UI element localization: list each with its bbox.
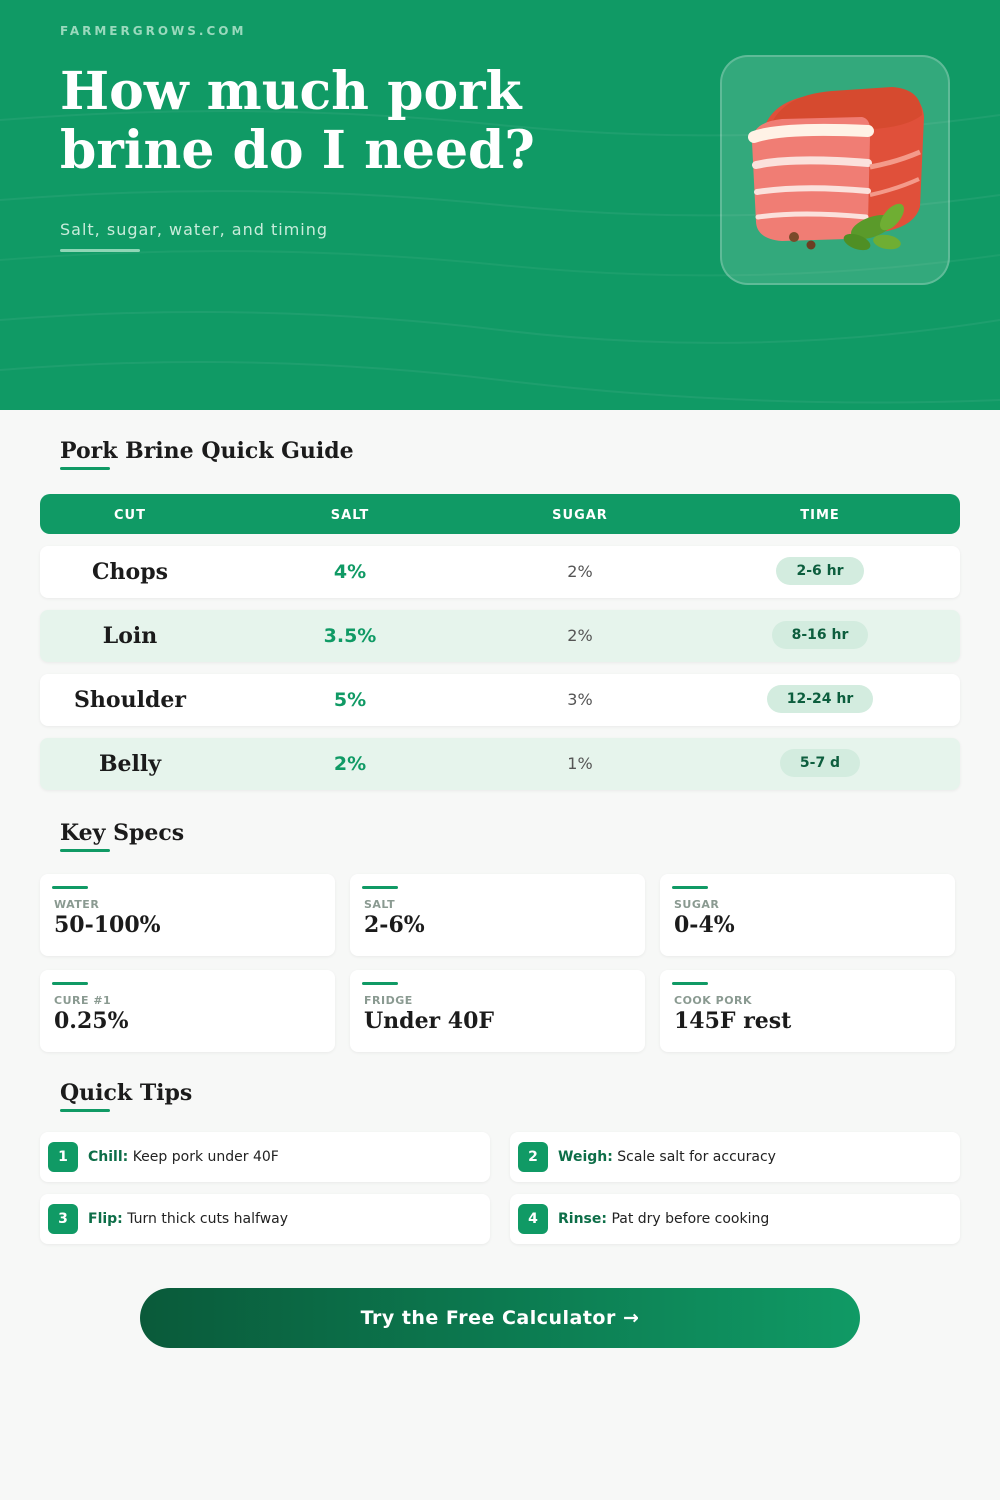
spec-value: Under 40F <box>364 1008 495 1034</box>
sugar-value: 2% <box>567 562 593 581</box>
tip-description: Scale salt for accuracy <box>617 1149 776 1165</box>
tip-card <box>40 1194 490 1244</box>
tip-description: Keep pork under 40F <box>132 1149 279 1165</box>
spec-accent-bar <box>672 886 708 889</box>
hero-banner <box>0 0 1000 410</box>
salt-value: 3.5% <box>323 625 377 647</box>
cut-name: Chops <box>92 559 168 585</box>
table-row <box>40 674 960 726</box>
spec-card-water <box>40 874 335 956</box>
time-cell <box>720 610 920 662</box>
tip-text <box>558 1132 776 1182</box>
tip-text <box>88 1194 288 1244</box>
tip-text <box>558 1194 769 1244</box>
tip-keyword: Flip: <box>88 1211 123 1227</box>
time-badge: 5-7 d <box>780 749 860 777</box>
tip-number-badge: 2 <box>518 1142 548 1172</box>
tip-text <box>88 1132 279 1182</box>
spec-label: COOK PORK <box>674 994 753 1007</box>
tip-keyword: Chill: <box>88 1149 129 1165</box>
tip-keyword: Rinse: <box>558 1211 607 1227</box>
cut-name: Loin <box>102 623 158 649</box>
table-row <box>40 546 960 598</box>
spec-value: 2-6% <box>364 912 425 938</box>
sugar-value: 1% <box>567 754 593 773</box>
spec-value: 0.25% <box>54 1008 129 1034</box>
guide-title: Pork Brine Quick Guide <box>60 438 354 464</box>
spec-card-sugar <box>660 874 955 956</box>
pork-belly-icon <box>722 57 952 287</box>
time-badge: 2-6 hr <box>776 557 863 585</box>
spec-card-cure <box>40 970 335 1052</box>
subtitle-underline <box>60 249 140 252</box>
spec-card-fridge <box>350 970 645 1052</box>
tip-description: Turn thick cuts halfway <box>127 1211 289 1227</box>
guide-table-header <box>40 494 960 534</box>
time-cell <box>720 738 920 790</box>
specs-title: Key Specs <box>60 820 185 846</box>
free-calculator-button[interactable]: Try the Free Calculator → <box>140 1288 860 1348</box>
cut-name: Shoulder <box>74 687 186 713</box>
page-subtitle: Salt, sugar, water, and timing <box>60 220 329 239</box>
tip-number-badge: 3 <box>48 1204 78 1234</box>
spec-card-cook <box>660 970 955 1052</box>
spec-accent-bar <box>52 886 88 889</box>
table-row <box>40 610 960 662</box>
spec-accent-bar <box>362 886 398 889</box>
time-cell <box>720 674 920 726</box>
site-name: FARMERGROWS.COM <box>60 24 247 38</box>
spec-value: 0-4% <box>674 912 735 938</box>
tip-description: Pat dry before cooking <box>611 1211 770 1227</box>
specs-title-underline <box>60 849 110 852</box>
sugar-value: 2% <box>567 626 593 645</box>
header-salt: SALT <box>330 508 370 523</box>
tip-card <box>510 1132 960 1182</box>
spec-value: 50-100% <box>54 912 161 938</box>
header-cut: CUT <box>114 508 146 523</box>
time-cell <box>720 546 920 598</box>
spec-accent-bar <box>672 982 708 985</box>
spec-label: SALT <box>364 898 396 911</box>
tip-keyword: Weigh: <box>558 1149 613 1165</box>
tip-number-badge: 4 <box>518 1204 548 1234</box>
title-line-1: How much pork <box>60 61 522 122</box>
time-badge: 12-24 hr <box>767 685 874 713</box>
tips-title-underline <box>60 1109 110 1112</box>
spec-label: SUGAR <box>674 898 720 911</box>
time-badge: 8-16 hr <box>772 621 869 649</box>
header-sugar: SUGAR <box>552 508 608 523</box>
spec-accent-bar <box>362 982 398 985</box>
title-line-2: brine do I need? <box>60 120 535 181</box>
sugar-value: 3% <box>567 690 593 709</box>
tip-number-badge: 1 <box>48 1142 78 1172</box>
salt-value: 5% <box>333 689 367 711</box>
tips-title: Quick Tips <box>60 1080 193 1106</box>
spec-card-salt <box>350 874 645 956</box>
spec-label: WATER <box>54 898 100 911</box>
salt-value: 2% <box>333 753 367 775</box>
hero-image-frame <box>720 55 950 285</box>
spec-accent-bar <box>52 982 88 985</box>
table-row <box>40 738 960 790</box>
page-title <box>60 62 660 180</box>
spec-label: FRIDGE <box>364 994 413 1007</box>
spec-value: 145F rest <box>674 1008 792 1034</box>
tip-card <box>510 1194 960 1244</box>
spec-label: CURE #1 <box>54 994 112 1007</box>
tip-card <box>40 1132 490 1182</box>
salt-value: 4% <box>333 561 367 583</box>
header-time: TIME <box>800 508 840 523</box>
cut-name: Belly <box>98 751 162 777</box>
guide-title-underline <box>60 467 110 470</box>
